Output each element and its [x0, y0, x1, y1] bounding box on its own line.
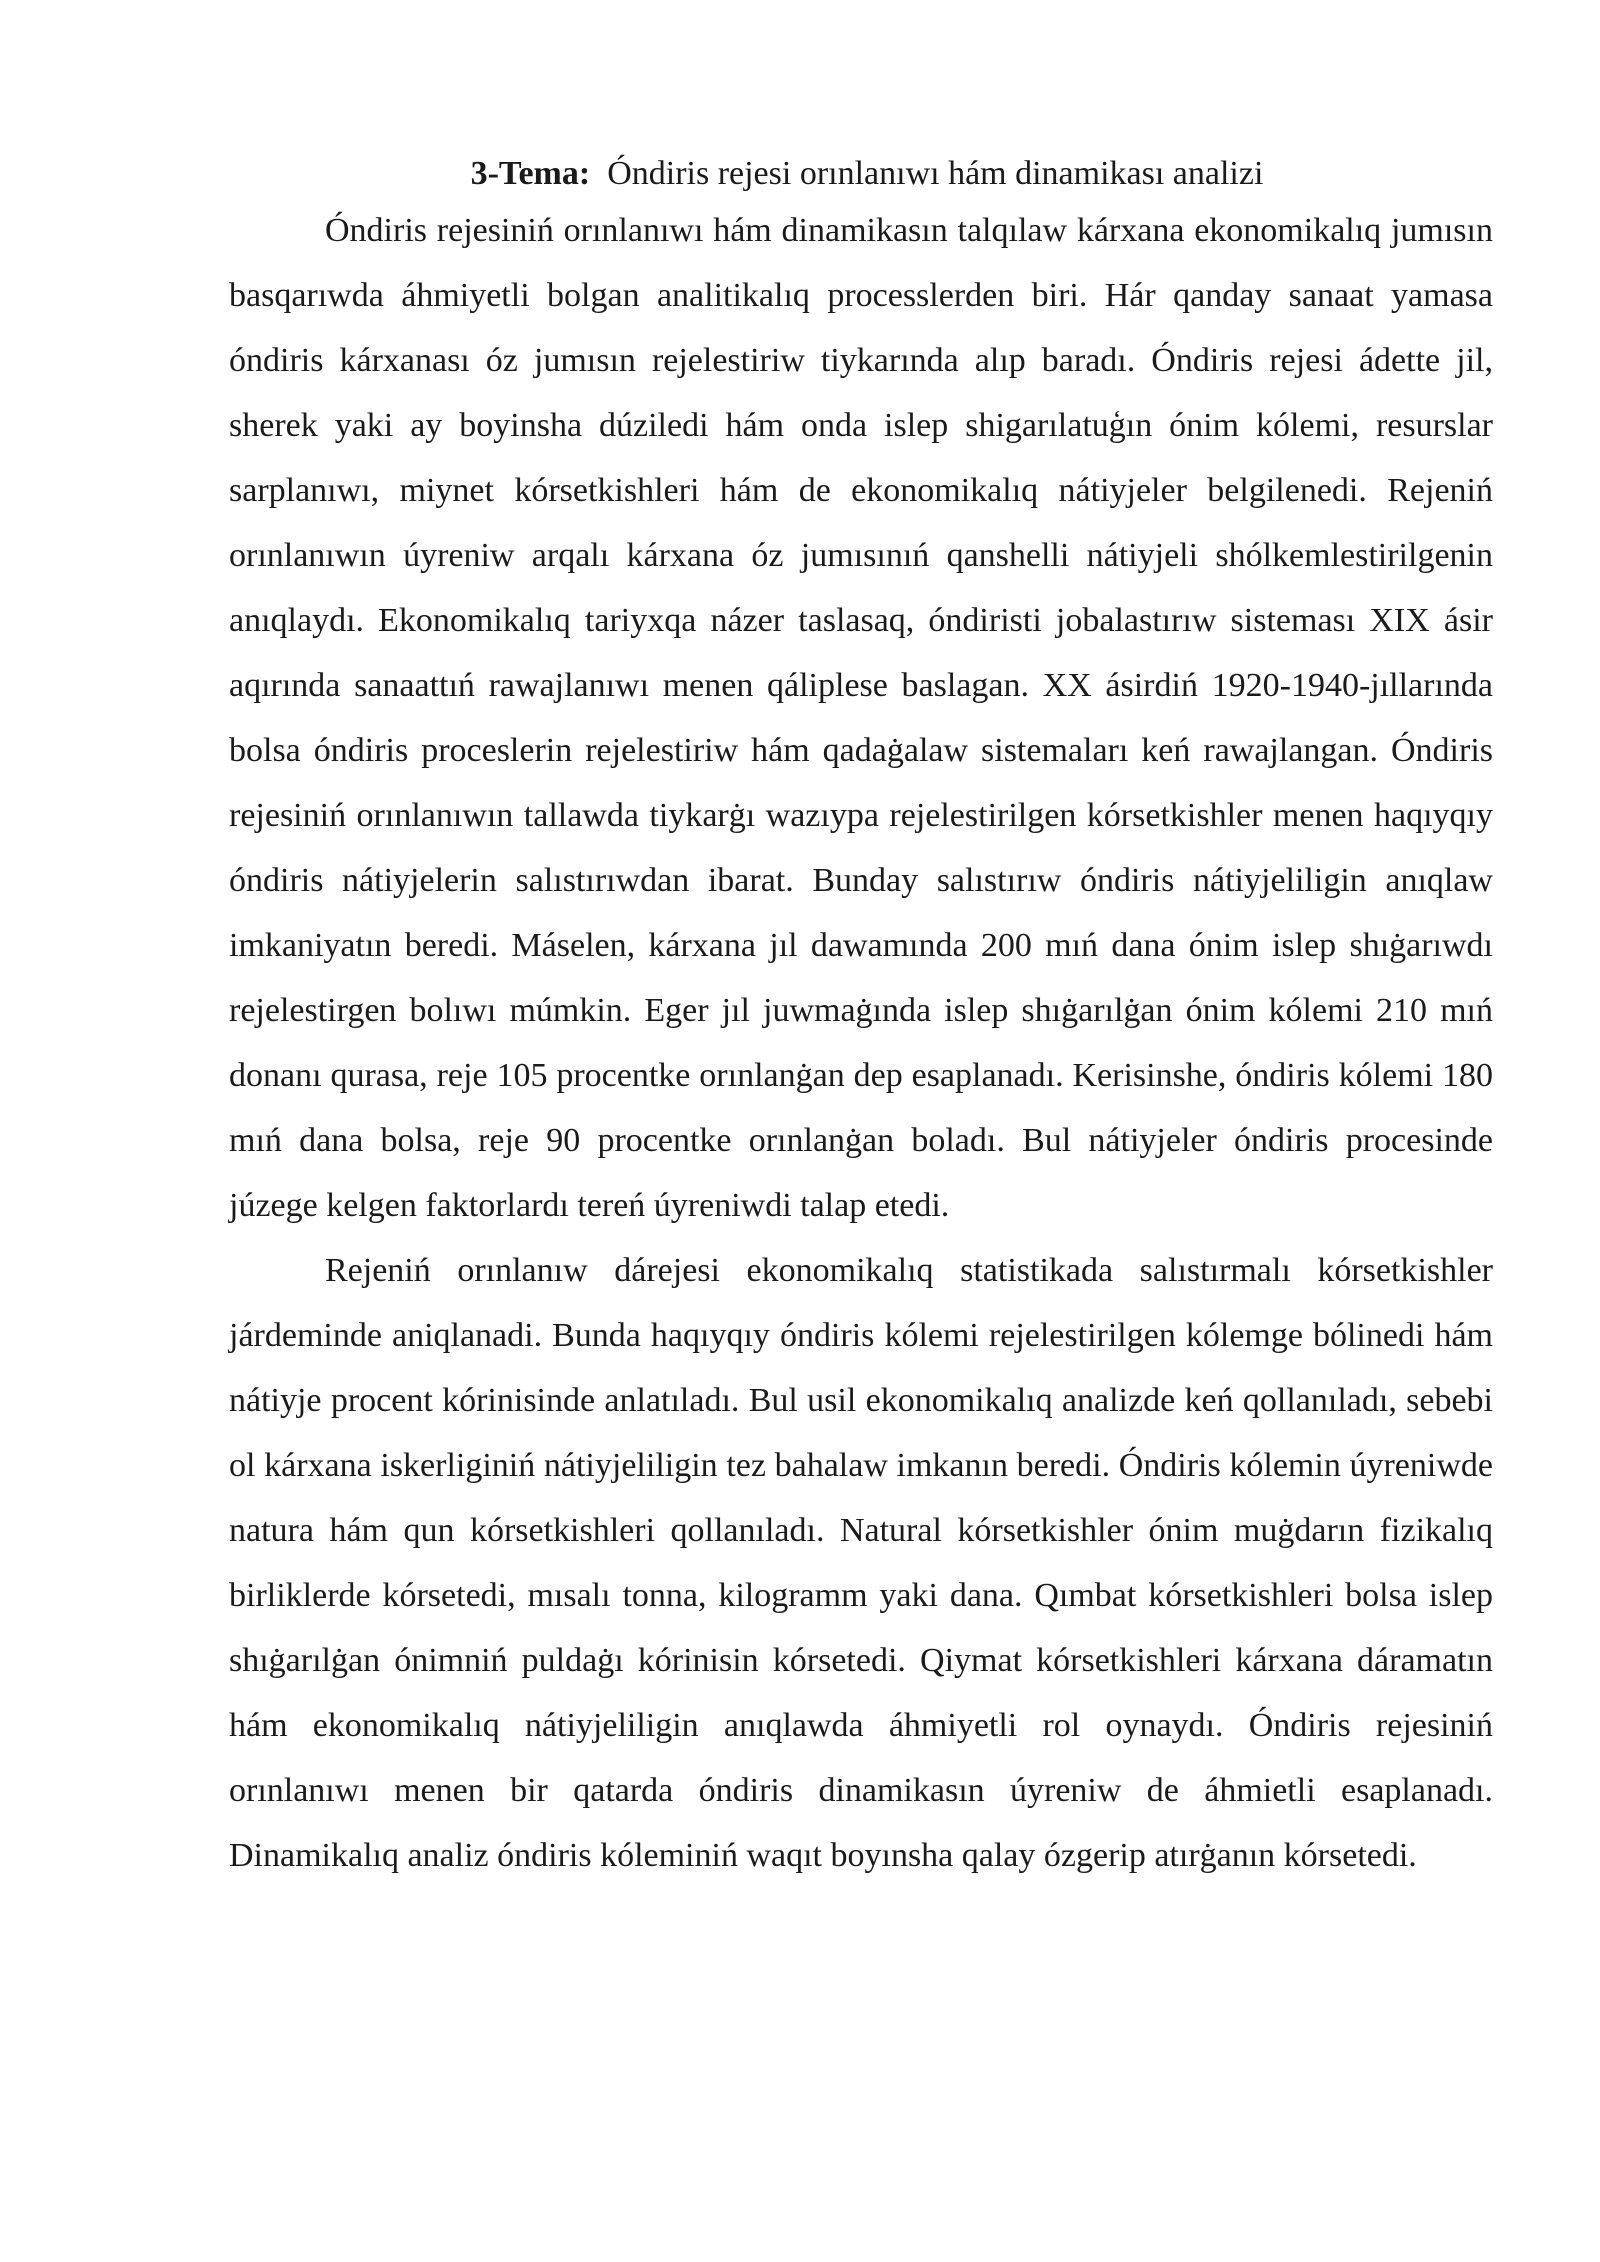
document-heading: [229, 150, 1493, 198]
paragraph-2: Rejeniń orınlanıw dárejesi ekonomikalıq statistikada salıstırmalı kórsetkishler járdeminde aniqlanadi. Bunda haqıyqıy óndiris kólemi rejelestirilgen kólemge bólinedi hám nátiyje procent kórinisinde anlatıladı. Bul usil ekonomikalıq analizde keń qollanıladı, sebebi ol kárxana iskerliginiń nátiyjeliligin tez bahalaw imkanın beredi. Óndiris kólemin úyreniwde natura hám qun kórsetkishleri qollanıladı. Natural kórsetkishler ónim muġdarın fizikalıq birliklerde kórsetedi, mısalı tonna, kilogramm yaki dana. Qımbat kórsetkishleri bolsa islep shıġarılġan ónimniń puldaġı kórinisin kórsetedi. Qiymat kórsetkishleri kárxana dáramatın hám ekonomikalıq nátiyjeliligin anıqlawda áhmiyetli rol oynaydı. Óndiris rejesiniń orınlanıwı menen bir qatarda óndiris dinamikasın úyreniw de áhmietli esaplanadı. Dinamikalıq analiz óndiris kóleminiń waqıt boyınsha qalay ózgerip atırġanın kórsetedi.: [229, 1252, 1493, 1874]
heading-label: 3-Tema:: [470, 155, 591, 192]
document-page: [229, 150, 1493, 1888]
heading-text: Óndiris rejesi orınlanıwı hám dinamikası analizi: [607, 155, 1264, 192]
paragraph-1: Óndiris rejesiniń orınlanıwı hám dinamikasın talqılaw kárxana ekonomikalıq jumısın basqarıwda áhmiyetli bolgan analitikalıq processlerden biri. Hár qanday sanaat yamasa óndiris kárxanası óz jumısın rejelestiriw tiykarında alıp baradı. Óndiris rejesi ádette jil, sherek yaki ay boyinsha dúziledi hám onda islep shigarılatuģın ónim kólemi, resurslar sarplanıwı, miynet kórsetkishleri hám de ekonomikalıq nátiyjeler belgilenedi. Rejeniń orınlanıwın úyreniw arqalı kárxana óz jumısınıń qanshelli nátiyjeli shólkemlestirilgenin anıqlaydı. Ekonomikalıq tariyxqa názer taslasaq, óndiristi jobalastırıw sisteması XIX ásir aqırında sanaattıń rawajlanıwı menen qáliplese baslagan. XX ásirdiń 1920-1940-jıllarında bolsa óndiris proceslerin rejelestiriw hám qadaġalaw sistemaları keń rawajlangan. Óndiris rejesiniń orınlanıwın tallawda tiykarġı wazıypa rejelestirilgen kórsetkishler menen haqıyqıy óndiris nátiyjelerin salıstırıwdan ibarat. Bunday salıstırıw óndiris nátiyjeliligin anıqlaw imkaniyatın beredi. Máselen, kárxana jıl dawamında 200 mıń dana ónim islep shıġarıwdı rejelestirgen bolıwı múmkin. Eger jıl juwmaġında islep shıġarılġan ónim kólemi 210 mıń donanı qurasa, reje 105 procentke orınlanġan dep esaplanadı. Kerisinshe, óndiris kólemi 180 mıń dana bolsa, reje 90 procentke orınlanġan boladı. Bul nátiyjeler óndiris procesinde júzege kelgen faktorlardı tereń úyreniwdi talap etedi.: [229, 212, 1493, 1224]
